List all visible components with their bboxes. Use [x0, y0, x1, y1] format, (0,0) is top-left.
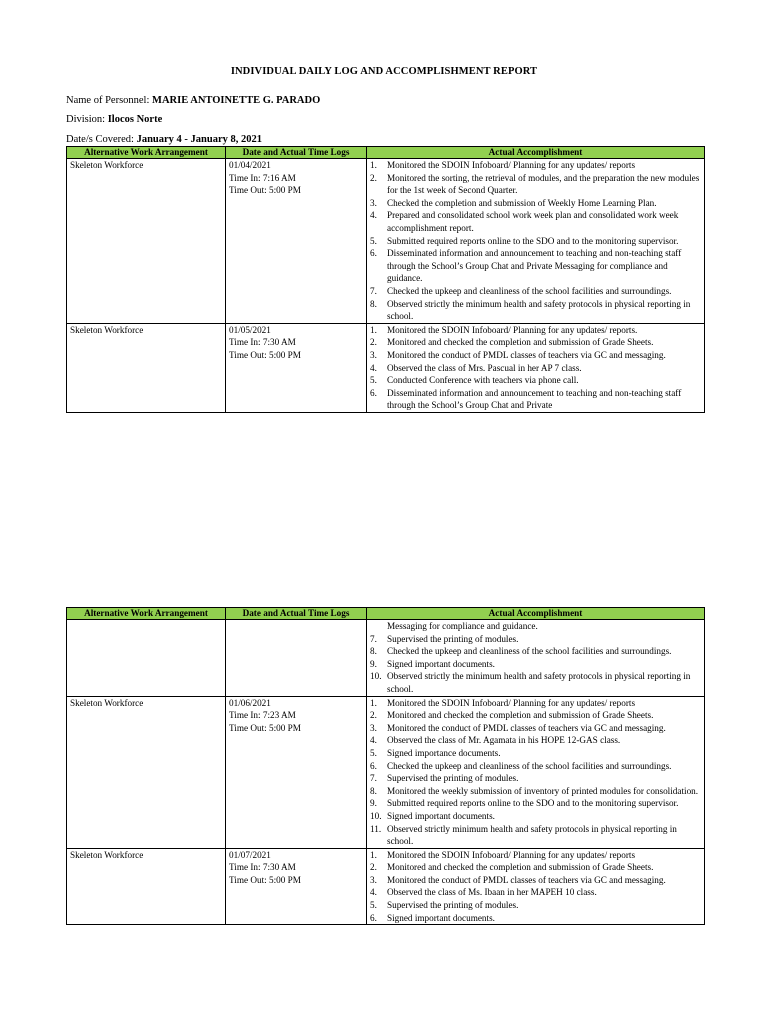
item-number: 1.	[370, 160, 377, 170]
item-number: 4.	[370, 887, 377, 898]
accomplishment-item	[370, 235, 701, 248]
item-text: Disseminated information and announcement to teaching and non-teaching staff through the School’s Group Chat and Private	[387, 387, 682, 411]
item-number: 8.	[370, 785, 377, 796]
item-number: 9.	[370, 658, 377, 669]
accomplishment-item	[370, 172, 701, 197]
item-text: Submitted required reports online to the SDO and to the monitoring supervisor.	[387, 798, 679, 809]
item-text: Monitored the conduct of PMDL classes of teachers via GC and messaging.	[387, 349, 666, 360]
item-number: 1.	[370, 324, 377, 335]
table-row-continuation	[67, 620, 705, 697]
accomplishment-item	[370, 247, 701, 285]
document-page-1	[0, 0, 768, 490]
item-text: Supervised the printing of modules.	[387, 900, 519, 911]
accomplishment-item	[370, 658, 701, 671]
header-date-time: Date and Actual Time Logs	[226, 147, 367, 159]
date: 01/06/2021	[229, 697, 271, 708]
item-number: 2.	[370, 172, 377, 183]
item-number: 5.	[370, 235, 377, 246]
item-number: 4.	[370, 362, 377, 373]
accomplishment-cell	[367, 159, 705, 324]
report-title: INDIVIDUAL DAILY LOG AND ACCOMPLISHMENT REPORT	[230, 66, 538, 77]
item-text: Checked the upkeep and cleanliness of the school facilities and surroundings.	[387, 285, 672, 296]
table-header-row	[67, 608, 705, 620]
header-accomplishment: Actual Accomplishment	[367, 147, 705, 159]
accomplishment-item	[370, 374, 701, 387]
item-number: 5.	[370, 375, 377, 386]
accomplishment-item	[370, 760, 701, 773]
item-number: 7.	[370, 633, 377, 644]
table-header-row	[67, 147, 705, 159]
item-number: 6.	[370, 248, 377, 259]
item-text: Observed the class of Mr. Agamata in his HOPE 12-GAS class.	[387, 735, 621, 746]
item-text: Monitored and checked the completion and submission of Grade Sheets.	[387, 710, 654, 721]
accomplishment-item	[370, 645, 701, 658]
item-number: 2.	[370, 710, 377, 721]
accomplishment-item	[370, 387, 701, 412]
item-text: Monitored the sorting, the retrieval of modules, and the preparation the new modules for the 1st week of Second Quarter.	[387, 172, 700, 196]
item-number: 3.	[370, 349, 377, 360]
accomplishment-item	[370, 722, 701, 735]
accomplishment-cell	[367, 848, 705, 925]
item-number: 4.	[370, 210, 377, 221]
header-accomplishment: Actual Accomplishment	[367, 608, 705, 620]
item-number: 1.	[370, 697, 377, 708]
arrangement-cell: Skeleton Workforce	[67, 159, 226, 324]
item-text: Signed important documents.	[387, 658, 495, 669]
accomplishment-item	[370, 324, 701, 337]
document-page-2	[0, 606, 768, 1024]
accomplishment-item	[370, 633, 701, 646]
item-number: 5.	[370, 747, 377, 758]
division-label: Division:	[66, 114, 108, 125]
personnel-line	[66, 95, 320, 106]
log-table-page-2	[66, 607, 705, 925]
date: 01/04/2021	[229, 160, 271, 170]
time-in: Time In: 7:30 AM	[229, 337, 296, 348]
item-number: 6.	[370, 912, 377, 923]
item-text: Monitored the SDOIN Infoboard/ Planning for any updates/ reports.	[387, 324, 638, 335]
table-row	[67, 323, 705, 412]
item-number: 3.	[370, 874, 377, 885]
time-in: Time In: 7:30 AM	[229, 862, 296, 873]
time-out: Time Out: 5:00 PM	[229, 185, 301, 196]
item-text: Monitored the weekly submission of inventory of printed modules for consolidation.	[387, 785, 699, 796]
item-text: Monitored the conduct of PMDL classes of teachers via GC and messaging.	[387, 722, 666, 733]
accomplishment-item	[370, 899, 701, 912]
personnel-name: MARIE ANTOINETTE G. PARADO	[152, 95, 321, 106]
item-number: 11.	[370, 823, 382, 834]
accomplishment-item	[370, 861, 701, 874]
accomplishment-item	[370, 159, 701, 172]
time-in: Time In: 7:16 AM	[229, 172, 296, 183]
item-text: Signed important documents.	[387, 912, 495, 923]
item-text: Monitored the SDOIN Infoboard/ Planning for any updates/ reports	[387, 849, 636, 860]
accomplishment-item	[370, 874, 701, 887]
date: 01/07/2021	[229, 849, 271, 860]
item-text: Checked the completion and submission of Weekly Home Learning Plan.	[387, 197, 657, 208]
item-text: Checked the upkeep and cleanliness of the school facilities and surroundings.	[387, 646, 672, 657]
dates-value: January 4 - January 8, 2021	[136, 134, 262, 145]
item-number: 10.	[370, 671, 382, 682]
item-number: 4.	[370, 735, 377, 746]
item-text: Supervised the printing of modules.	[387, 633, 519, 644]
accomplishment-cell	[367, 696, 705, 848]
date-time-cell	[226, 159, 367, 324]
accomplishment-item	[370, 772, 701, 785]
table-row	[67, 159, 705, 324]
date: 01/05/2021	[229, 324, 271, 335]
accomplishment-item	[370, 797, 701, 810]
log-table-page-1	[66, 146, 705, 413]
item-text: Monitored the SDOIN Infoboard/ Planning for any updates/ reports	[387, 697, 636, 708]
accomplishment-item	[370, 697, 701, 710]
item-number: 8.	[370, 298, 377, 309]
accomplishment-item	[370, 785, 701, 798]
accomplishment-item	[370, 362, 701, 375]
item-number: 2.	[370, 337, 377, 348]
page-gap	[0, 490, 768, 606]
time-out: Time Out: 5:00 PM	[229, 722, 301, 733]
item-text: Checked the upkeep and cleanliness of the school facilities and surroundings.	[387, 760, 672, 771]
item-number: 7.	[370, 285, 377, 296]
item-number: 6.	[370, 387, 377, 398]
item-number: 5.	[370, 900, 377, 911]
accomplishment-item	[370, 197, 701, 210]
accomplishment-list	[370, 324, 701, 412]
accomplishment-item	[370, 886, 701, 899]
item-text: Prepared and consolidated school work week plan and consolidated work week accomplishment report.	[387, 210, 679, 233]
item-number: 6.	[370, 760, 377, 771]
item-number: 7.	[370, 773, 377, 784]
item-text: Supervised the printing of modules.	[387, 773, 519, 784]
item-number: 1.	[370, 849, 377, 860]
header-date-time: Date and Actual Time Logs	[226, 608, 367, 620]
item-number: 10.	[370, 810, 382, 821]
item-text: Observed the class of Mrs. Pascual in her AP 7 class.	[387, 362, 582, 373]
accomplishment-cell	[367, 323, 705, 412]
accomplishment-item	[370, 298, 701, 323]
item-number: 3.	[370, 722, 377, 733]
item-text: Signed important documents.	[387, 810, 495, 821]
item-text: Observed strictly the minimum health and safety protocols in physical reporting in school.	[387, 298, 691, 322]
accomplishment-list	[370, 159, 701, 323]
division-line	[66, 114, 162, 125]
accomplishment-item	[370, 670, 701, 695]
item-text: Observed the class of Ms. Ibaan in her MAPEH 10 class.	[387, 887, 597, 898]
item-text: Monitored and checked the completion and submission of Grade Sheets.	[387, 337, 654, 348]
accomplishment-item	[370, 912, 701, 925]
item-text: Submitted required reports online to the SDO and to the monitoring supervisor.	[387, 235, 679, 246]
date-time-cell	[226, 696, 367, 848]
accomplishment-item	[370, 336, 701, 349]
table-row	[67, 848, 705, 925]
item-number: 9.	[370, 798, 377, 809]
accomplishment-item	[370, 349, 701, 362]
accomplishment-list	[370, 697, 701, 848]
accomplishment-item	[370, 849, 701, 862]
item-text: Signed importance documents.	[387, 747, 501, 758]
continued-text: Messaging for compliance and guidance.	[387, 621, 538, 631]
personnel-label: Name of Personnel:	[66, 95, 153, 106]
item-text: Observed strictly the minimum health and safety protocols in physical reporting in school.	[387, 671, 691, 694]
arrangement-cell: Skeleton Workforce	[67, 323, 226, 412]
item-number: 3.	[370, 197, 377, 208]
item-text: Monitored the conduct of PMDL classes of teachers via GC and messaging.	[387, 874, 666, 885]
accomplishment-item	[370, 709, 701, 722]
accomplishment-cell	[367, 620, 705, 697]
date-time-cell	[226, 323, 367, 412]
item-text: Observed strictly minimum health and safety protocols in physical reporting in school.	[387, 823, 677, 847]
item-text: Disseminated information and announcement to teaching and non-teaching staff through the School’s Group Chat and Private Messaging for compliance and guidance.	[387, 248, 682, 284]
time-out: Time Out: 5:00 PM	[229, 874, 301, 885]
dates-line	[66, 134, 262, 145]
accomplishment-item	[370, 285, 701, 298]
accomplishment-item	[370, 209, 701, 234]
time-out: Time Out: 5:00 PM	[229, 349, 301, 360]
date-time-cell	[226, 848, 367, 925]
item-text: Monitored the SDOIN Infoboard/ Planning for any updates/ reports	[387, 160, 636, 170]
dates-label: Date/s Covered:	[66, 134, 137, 145]
accomplishment-list	[370, 633, 701, 696]
accomplishment-item	[370, 734, 701, 747]
item-text: Monitored and checked the completion and submission of Grade Sheets.	[387, 862, 654, 873]
header-arrangement: Alternative Work Arrangement	[67, 608, 226, 620]
table-row	[67, 696, 705, 848]
accomplishment-item	[370, 823, 701, 848]
item-number: 2.	[370, 862, 377, 873]
arrangement-cell	[67, 620, 226, 697]
header-arrangement: Alternative Work Arrangement	[67, 147, 226, 159]
time-in: Time In: 7:23 AM	[229, 710, 296, 721]
arrangement-cell: Skeleton Workforce	[67, 848, 226, 925]
division-value: Ilocos Norte	[107, 114, 163, 125]
item-number: 8.	[370, 646, 377, 657]
accomplishment-list	[370, 849, 701, 925]
date-time-cell	[226, 620, 367, 697]
item-text: Conducted Conference with teachers via phone call.	[387, 375, 579, 386]
accomplishment-item	[370, 810, 701, 823]
accomplishment-item	[370, 747, 701, 760]
arrangement-cell: Skeleton Workforce	[67, 696, 226, 848]
